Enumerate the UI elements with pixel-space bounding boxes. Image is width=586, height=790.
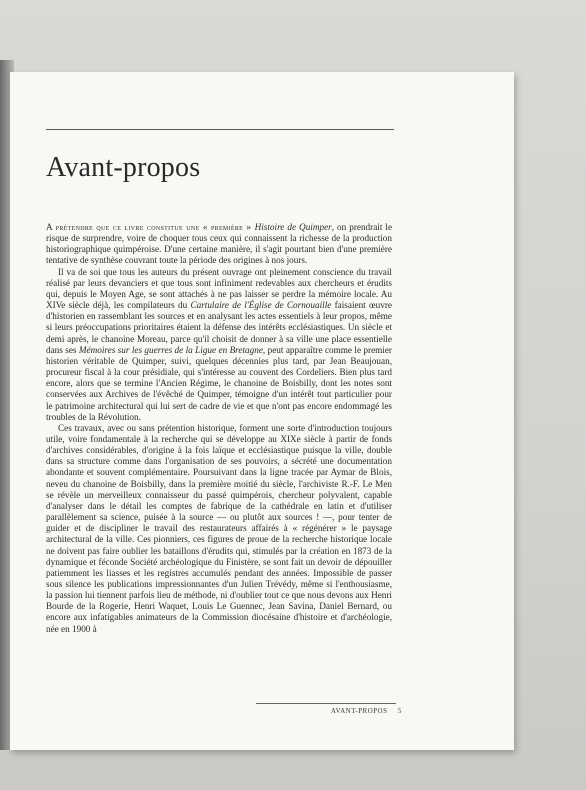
italic-title: Cartulaire de l'Église de Cornouaille: [190, 300, 332, 311]
italic-title: Mémoires sur les guerres de la Ligue en Bretagne: [78, 344, 263, 355]
paragraph-3: [46, 423, 392, 635]
running-head: AVANT-PROPOS: [331, 708, 388, 715]
footer-rule: [256, 703, 396, 704]
paragraph-lead: A prétendre que ce livre constitue une « première »: [46, 222, 255, 232]
book-page: [10, 72, 514, 750]
body-text: [46, 222, 392, 635]
paragraph-text: faisaient œuvre d'historien en rassemblant les sources et en analysant les actes essentiels à leur propos, même si leurs préoccupations prioritaires étaient la défense des intérêts ecclésiastiques. Un siècle et demi après, le chanoine Moreau, parce qu'il choisit de donner à sa ville une place essentielle dans ses: [46, 300, 392, 355]
page-footer: [331, 708, 402, 715]
paragraph-text: Il va de soi que tous les auteurs du présent ouvrage ont pleinement conscience du travail réalisé par leurs devanciers et que tous sont infiniment redevables aux chercheurs et érudits qui, depuis le Moyen Age, se sont attachés à ne pas laisser se perdre la mémoire locale. Au XIVe siècle déjà, les compilateurs du: [46, 266, 392, 311]
paragraph-text: , peut apparaître comme le premier historien véritable de Quimper, suivi, quelques décennies plus tard, par Jean Beaujouan, procureur fiscal à la cour présidiale, qui s'intéresse au couvent des Cordeliers. Bien plus tard encore, alors que se termine l'Ancien Régime, le chanoine de Boisbilly, dont les notes sont conservées aux Archives de l'évêché de Quimper, témoigne d'un intérêt tout particulier pour le patrimoine architectural qui lui sert de cadre de vie et que n'ont pas encore endommagé les troubles de la Révolution.: [46, 344, 392, 422]
paragraph-1: [46, 222, 392, 267]
paragraph-text: , on prendrait le risque de surprendre, voire de choquer tous ceux qui connaissent la richesse de la production historiographique quimpéroise. D'une certaine manière, il s'agit pourtant bien d'une première tentative de synthèse couvrant toute la période des origines à nos jours.: [46, 222, 393, 266]
italic-title: Histoire de Quimper: [254, 222, 332, 232]
page-number: 5: [397, 708, 402, 715]
header-rule: [46, 129, 394, 130]
paragraph-2: [46, 267, 392, 423]
paragraph-text: Ces travaux, avec ou sans prétention historique, forment une sorte d'introduction toujours utile, voire fondamentale à la recherche qui se développe au XIXe siècle à partir de fonds d'archives considérables, d'origine à la fois laïque et ecclésiastique puisque la ville, double dans sa structure comme dans l'organisation de ses pouvoirs, a sécrété une documentation abondante et souvent complémentaire. Poursuivant dans la ligne tracée par Aymar de Blois, neveu du chanoine de Boisbilly, dans la première moitié du siècle, l'archiviste R.-F. Le Men se révèle un merveilleux connaisseur du passé quimpérois, chercheur polyvalent, capable d'analyser dans le détail les comptes de fabrique de la cathédrale en latin et d'utiliser parallèlement sa science, puisée à la source — ou plutôt aux sources ! —, pour tenter de guider et de discipliner le travail des restaurateurs affairés à « régénérer » le paysage architectural de la ville. Ces pionniers, ces figures de proue de la recherche historique locale ne doivent pas faire oublier les bataillons d'érudits qui, stimulés par la création en 1873 de la dynamique et féconde Société archéologique du Finistère, se sont fait un devoir de dépouiller patiemment les liasses et les registres accumulés pendant des années. Impossible de passer sous silence les publications impressionnantes d'un Julien Trévédy, même si l'enthousiasme, la passion lui tiennent parfois lieu de méthode, ni d'oublier tout ce que nous devons aux Henri Bourde de la Rogerie, Henri Waquet, Louis Le Guennec, Jean Savina, Daniel Bernard, ou encore aux infatigables animateurs de la Commission diocésaine d'histoire et d'archéologie, née en 1900 à: [46, 422, 392, 634]
page-title: Avant-propos: [46, 152, 201, 183]
